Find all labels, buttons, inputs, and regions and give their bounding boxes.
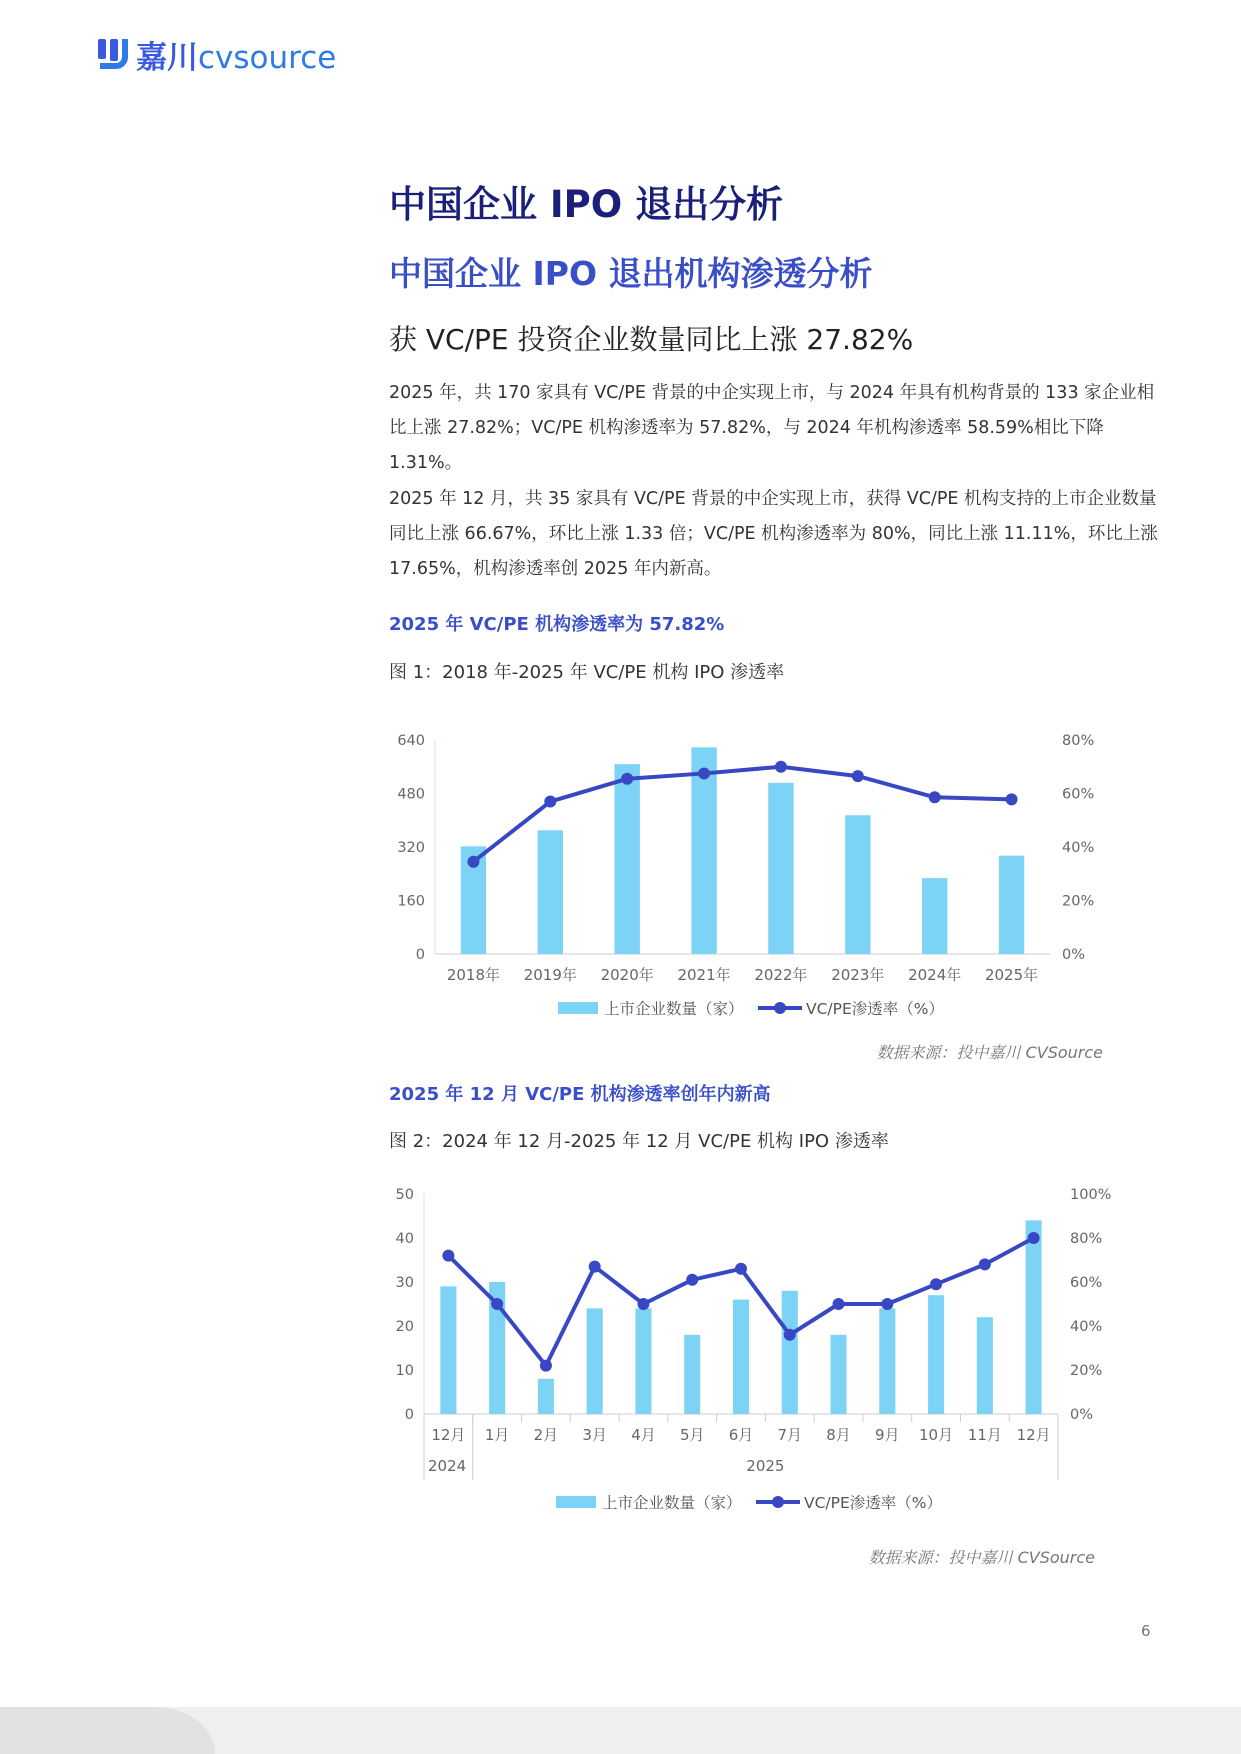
y-tick-left: 30: [395, 1275, 414, 1291]
logo: [96, 34, 336, 74]
y-tick-right: 60%: [1070, 1275, 1103, 1291]
legend-bar-label: 上市企业数量（家）: [602, 1494, 742, 1512]
x-tick-label: 6月: [728, 1426, 754, 1444]
logo-product: cvsource: [198, 39, 337, 76]
y-tick-right: 100%: [1070, 1187, 1112, 1203]
line-point: [1006, 793, 1018, 805]
x-tick-label: 2019年: [523, 966, 577, 984]
x-tick-label: 11月: [967, 1426, 1002, 1444]
bar: [538, 830, 563, 954]
y-tick-right: 80%: [1070, 1231, 1103, 1247]
bar: [635, 1308, 651, 1414]
x-tick-label: 3月: [582, 1426, 607, 1444]
bar: [684, 1335, 700, 1414]
x-tick-label: 8月: [826, 1426, 851, 1444]
line-point: [775, 761, 787, 773]
bar: [928, 1295, 944, 1414]
year-group-label: 2025: [746, 1457, 785, 1475]
bar: [615, 764, 640, 954]
bar: [999, 856, 1024, 954]
line-point: [698, 767, 710, 779]
x-tick-label: 12月: [431, 1426, 466, 1444]
bar: [782, 1291, 798, 1414]
line-point: [637, 1298, 649, 1310]
bar: [977, 1317, 993, 1414]
y-tick-right: 0%: [1062, 947, 1086, 963]
paragraph-annual: 2025 年，共 170 家具有 VC/PE 背景的中企实现上市，与 2024 年具有机构背景的 133 家企业相比上涨 27.82%；VC/PE 机构渗透率为 57.82%，与 2024 年机构渗透率 58.59%相比下降 1.31%。: [389, 383, 1155, 473]
legend-line-marker: [774, 1002, 786, 1014]
y-tick-left: 640: [397, 733, 425, 749]
line-point: [929, 791, 941, 803]
y-tick-right: 80%: [1062, 733, 1095, 749]
x-tick-label: 2018年: [446, 966, 501, 984]
y-tick-left: 0: [404, 1407, 414, 1423]
line-point: [442, 1250, 454, 1262]
y-tick-right: 40%: [1062, 840, 1095, 856]
year-group-label: 2024: [428, 1457, 467, 1475]
jc-logo-icon: [96, 37, 130, 71]
bar: [845, 815, 870, 954]
x-tick-label: 7月: [777, 1426, 803, 1444]
x-tick-label: 2月: [533, 1426, 559, 1444]
y-tick-left: 50: [395, 1187, 414, 1203]
x-tick-label: 1月: [484, 1426, 510, 1444]
y-tick-left: 20: [395, 1319, 414, 1335]
line-point: [491, 1298, 503, 1310]
y-tick-right: 40%: [1070, 1319, 1103, 1335]
logo-text: [136, 32, 336, 77]
line-point: [784, 1329, 796, 1341]
y-tick-left: 480: [397, 786, 425, 803]
chart1-source: 数据来源：投中嘉川 CVSource: [876, 1043, 1103, 1062]
y-tick-left: 320: [397, 840, 425, 856]
y-tick-right: 60%: [1062, 786, 1095, 803]
page-number: 6: [1141, 1622, 1151, 1640]
line-point: [930, 1278, 942, 1290]
x-tick-label: 9月: [875, 1426, 900, 1444]
chart1-subtitle: 2025 年 VC/PE 机构渗透率为 57.82%: [389, 614, 725, 635]
bar: [830, 1335, 846, 1414]
line-point: [735, 1263, 747, 1275]
bar: [879, 1308, 895, 1414]
y-tick-left: 10: [395, 1363, 414, 1379]
y-tick-right: 20%: [1062, 893, 1095, 910]
x-tick-label: 2025年: [984, 966, 1039, 984]
chart2-caption: 图 2：2024 年 12 月-2025 年 12 月 VC/PE 机构 IPO 渗透率: [389, 1131, 889, 1152]
bar: [733, 1300, 749, 1414]
bar: [440, 1286, 456, 1414]
chart1-caption: 图 1：2018 年-2025 年 VC/PE 机构 IPO 渗透率: [389, 662, 785, 683]
y-tick-left: 40: [395, 1231, 414, 1247]
bar: [922, 878, 947, 954]
section-subtitle: 获 VC/PE 投资企业数量同比上涨 27.82%: [389, 323, 914, 356]
line-point: [686, 1274, 698, 1286]
legend-line-marker: [772, 1496, 784, 1508]
x-tick-label: 10月: [919, 1426, 954, 1444]
bar: [538, 1379, 554, 1414]
legend-bar-swatch: [558, 1002, 598, 1014]
line-point: [589, 1261, 601, 1273]
x-tick-label: 12月: [1016, 1426, 1051, 1444]
x-tick-label: 2024年: [908, 966, 962, 984]
y-tick-left: 160: [397, 893, 425, 910]
x-tick-label: 2020年: [600, 966, 654, 984]
chart2-subtitle: 2025 年 12 月 VC/PE 机构渗透率创年内新高: [389, 1084, 771, 1105]
section-title: 中国企业 IPO 退出机构渗透分析: [389, 254, 873, 293]
x-tick-label: 5月: [679, 1426, 705, 1444]
x-tick-label: 2023年: [831, 966, 885, 984]
y-tick-right: 20%: [1070, 1363, 1103, 1379]
line-point: [467, 856, 479, 868]
line-point: [833, 1298, 845, 1310]
y-tick-right: 0%: [1070, 1407, 1094, 1423]
bar: [768, 783, 793, 954]
chart2-source: 数据来源：投中嘉川 CVSource: [868, 1548, 1095, 1567]
line-point: [1028, 1232, 1040, 1244]
line-point: [540, 1360, 552, 1372]
line-point: [544, 796, 556, 808]
y-tick-left: 0: [415, 947, 425, 963]
line-point: [881, 1298, 893, 1310]
paragraph-monthly: 2025 年 12 月，共 35 家具有 VC/PE 背景的中企实现上市，获得 VC/PE 机构支持的上市企业数量同比上涨 66.67%，环比上涨 1.33 倍；VC/PE 机构渗透率为 80%，同比上涨 11.11%，环比上涨 17.65%，机构渗透率创 2025 年内新高。: [389, 489, 1158, 579]
bar: [587, 1308, 603, 1414]
page-title: 中国企业 IPO 退出分析: [389, 183, 784, 226]
line-point: [979, 1258, 991, 1270]
logo-brand: 嘉川: [136, 39, 198, 76]
chart-monthly-penetration: [380, 1180, 1140, 1520]
footer-decoration: [0, 1707, 215, 1754]
x-tick-label: 2021年: [677, 966, 731, 984]
legend-bar-label: 上市企业数量（家）: [604, 1000, 744, 1018]
legend-bar-swatch: [556, 1496, 596, 1508]
x-tick-label: 2022年: [754, 966, 808, 984]
chart-annual-penetration: [380, 720, 1140, 1020]
line-point: [852, 770, 864, 782]
bar: [1026, 1220, 1042, 1414]
legend-line-label: VC/PE渗透率（%）: [806, 1000, 945, 1018]
line-point: [621, 773, 633, 785]
x-tick-label: 4月: [631, 1426, 656, 1444]
legend-line-label: VC/PE渗透率（%）: [804, 1494, 943, 1512]
